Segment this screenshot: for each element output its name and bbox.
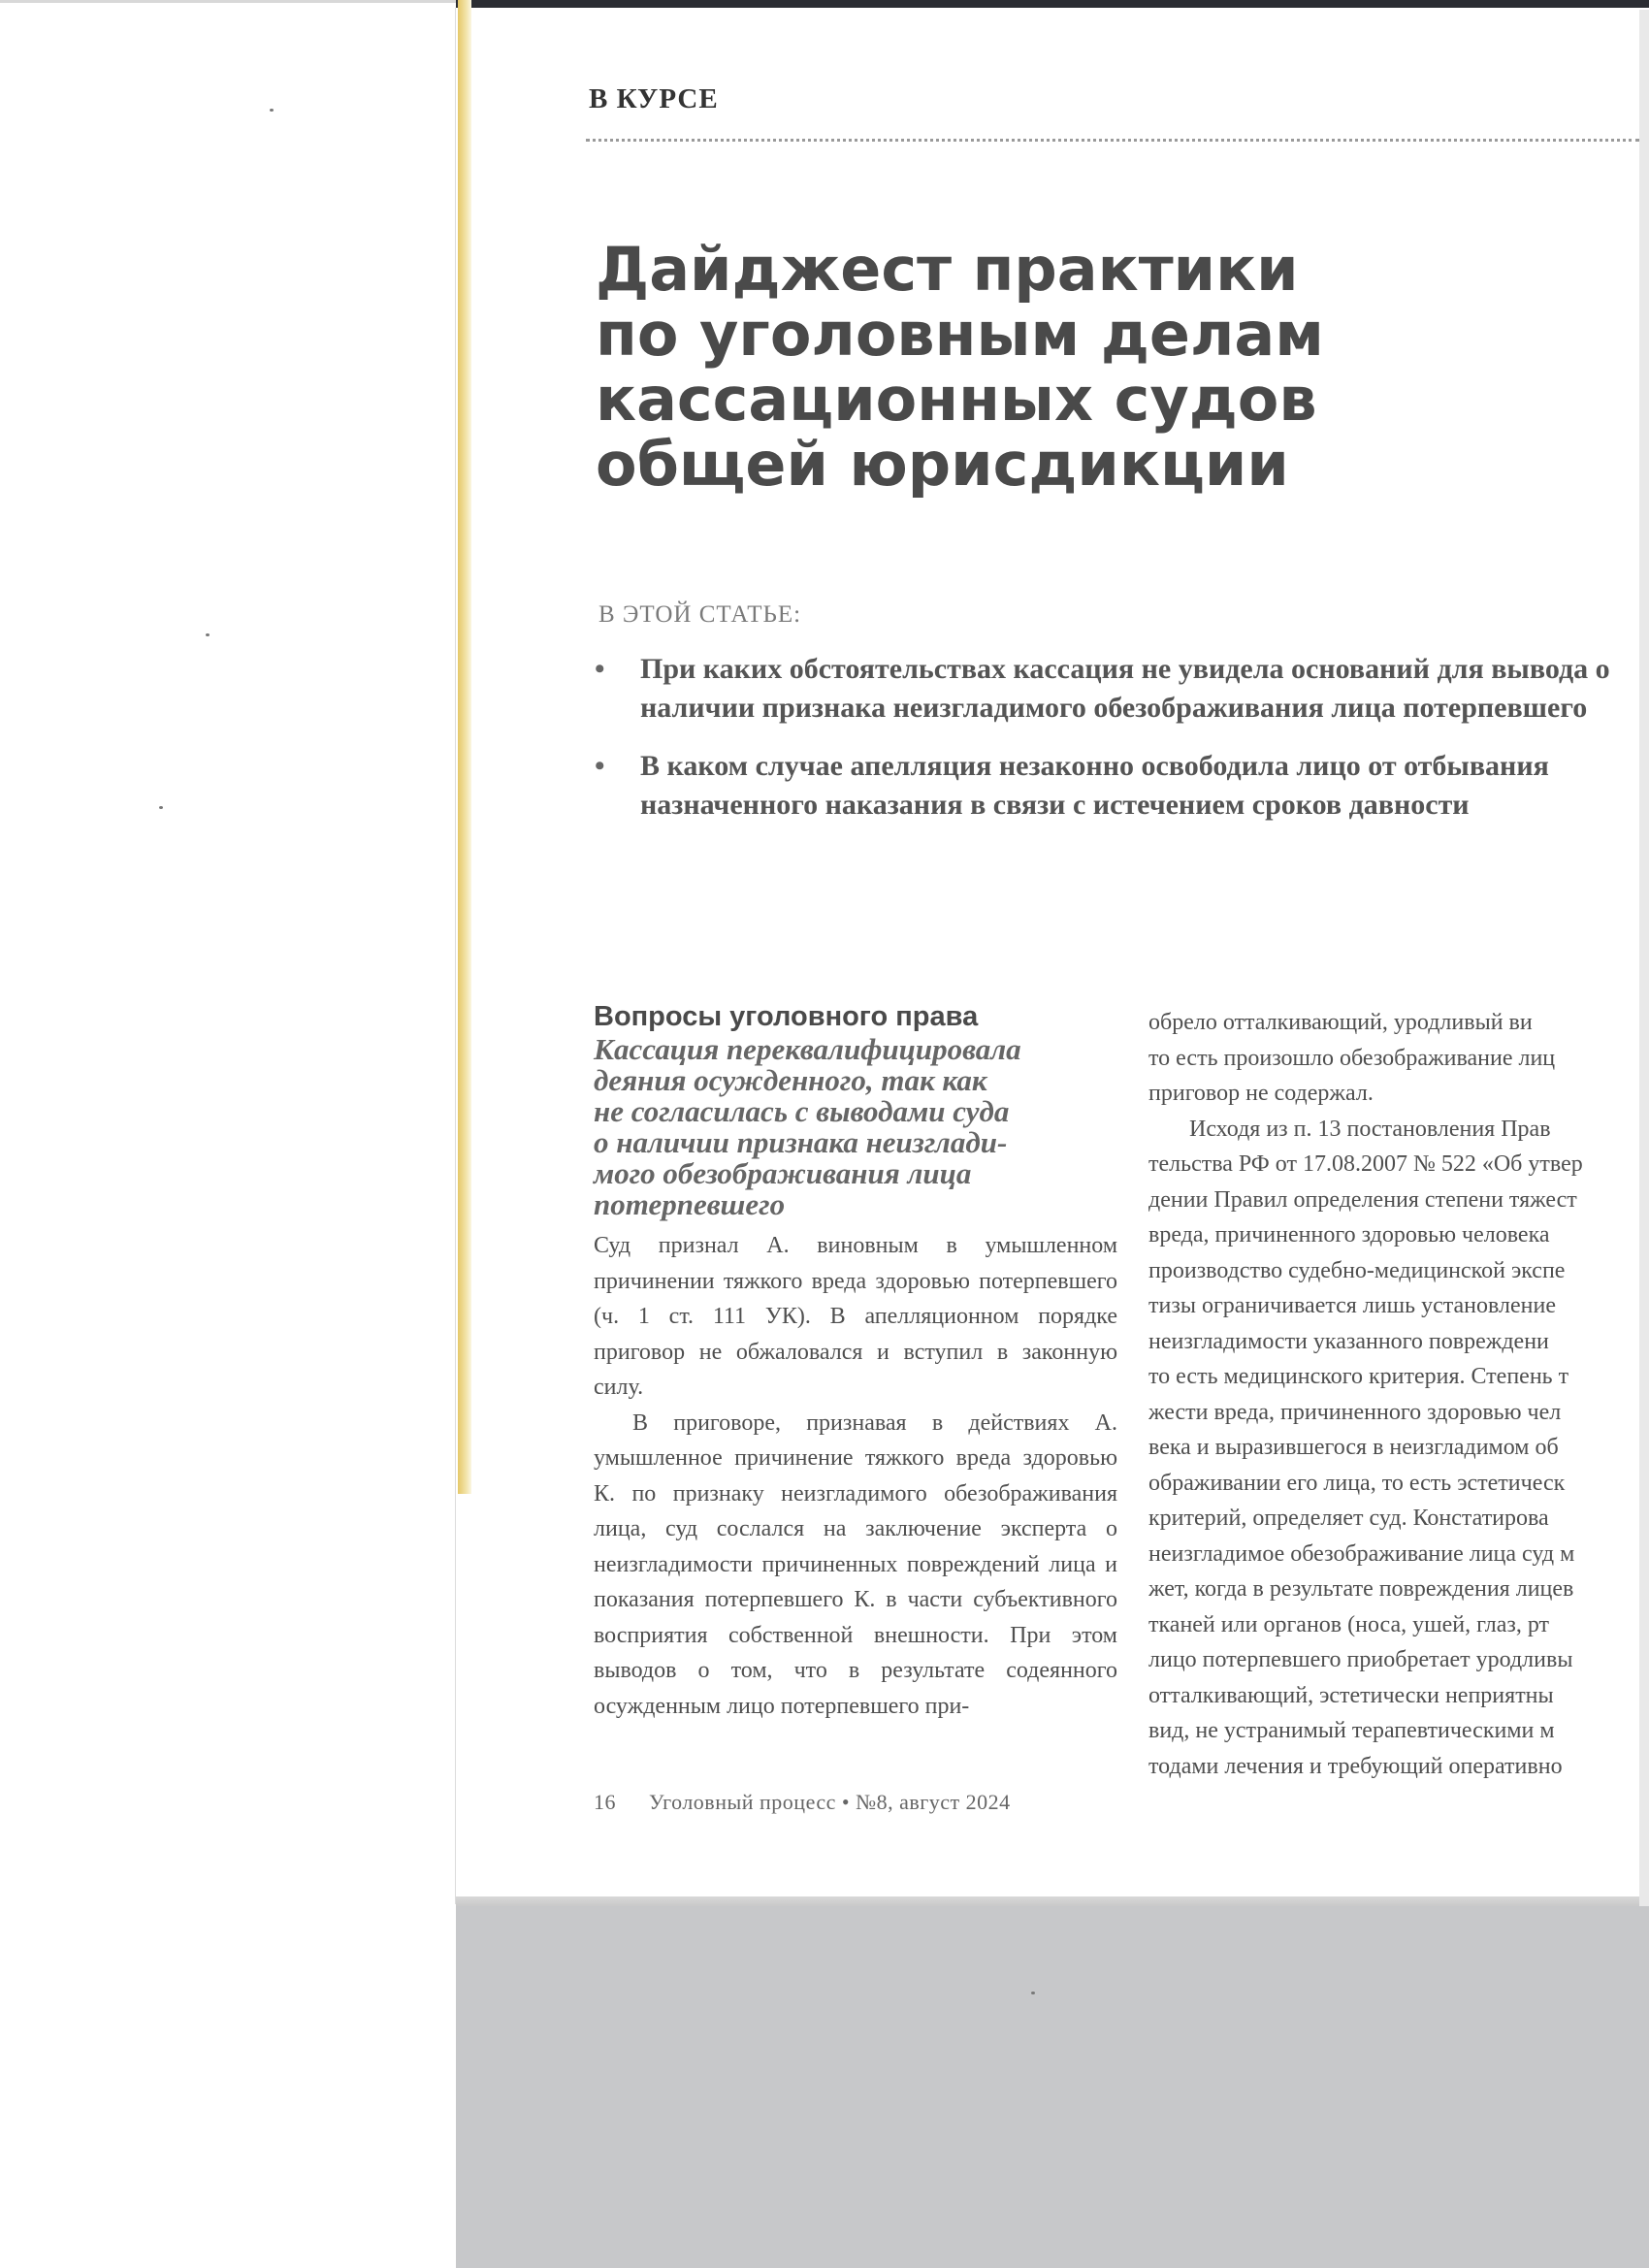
lead-line: не согласилась с выводами суда xyxy=(594,1094,1010,1128)
text-line: производство судебно-медицинской экспе xyxy=(1148,1257,1566,1283)
scanner-background xyxy=(456,1906,1649,2268)
lead-line: потерпевшего xyxy=(594,1187,786,1221)
highlight-text: При каких обстоятельствах кассация не увидела оснований для вывода о наличии признака неизгладимого обезображивания лица потерпевшего xyxy=(640,653,1610,724)
scan-dust xyxy=(206,633,210,636)
text-line: тизы ограничивается лишь установление xyxy=(1148,1293,1556,1318)
text-line: века и выразившегося в неизгладимом об xyxy=(1148,1435,1559,1460)
text-line: тканей или органов (носа, ушей, глаз, рт xyxy=(1148,1611,1550,1637)
subsection-heading: Вопросы уголовного права xyxy=(594,1001,979,1032)
text-line: жести вреда, причиненного здоровью чел xyxy=(1148,1399,1562,1425)
highlight-item xyxy=(587,650,1649,728)
in-article-label: В ЭТОЙ СТАТЬЕ: xyxy=(598,601,802,628)
journal-issue: Уголовный процесс • №8, август 2024 xyxy=(649,1790,1011,1814)
text-line: то есть медицинского критерия. Степень т xyxy=(1148,1364,1569,1389)
page-footer xyxy=(594,1790,1011,1815)
body-paragraph: Суд признал А. виновным в умышленном причинении тяжкого вреда здоровью потерпевшего (ч. 1 ст. 111 УК). В апелляционном порядке приговор не обжаловался и вступил в законную силу. xyxy=(594,1233,1117,1400)
text-line: то есть произошло обезображивание лиц xyxy=(1148,1045,1556,1071)
scan-dust xyxy=(270,109,274,112)
lead-line: о наличии признака неизглади- xyxy=(594,1125,1008,1159)
text-line: ображивании его лица, то есть эстетическ xyxy=(1148,1470,1566,1496)
highlight-item xyxy=(587,747,1649,825)
title-line: Дайджест практики xyxy=(596,234,1299,305)
text-line: вреда, причиненного здоровью человека xyxy=(1148,1222,1550,1247)
highlight-text: В каком случае апелляция незаконно освободила лицо от отбывания назначенного наказания в связи с истечением сроков давности xyxy=(640,750,1549,821)
scan-dust xyxy=(159,806,163,809)
dotted-divider xyxy=(586,139,1639,142)
case-lead xyxy=(594,1034,1117,1220)
scanner-edge-left xyxy=(0,0,456,3)
section-label: В КУРСЕ xyxy=(589,83,719,114)
article-title xyxy=(596,234,1614,500)
text-line: тельства РФ от 17.08.2007 № 522 «Об утвер xyxy=(1148,1151,1583,1177)
page-bottom-edge xyxy=(456,1896,1649,1906)
text-line: вид, не устранимый терапевтическими м xyxy=(1148,1718,1555,1743)
lead-line: Кассация переквалифицировала xyxy=(594,1032,1021,1066)
page-number: 16 xyxy=(594,1790,616,1814)
text-line: жет, когда в результате повреждения лицев xyxy=(1148,1576,1574,1602)
article-highlights xyxy=(587,650,1649,844)
lead-line: мого обезображивания лица xyxy=(594,1156,972,1190)
text-line: неизгладимости указанного повреждени xyxy=(1148,1328,1549,1354)
text-line: обрело отталкивающий, уродливый ви xyxy=(1148,1010,1533,1035)
body-paragraph: В приговоре, признавая в действиях А. умышленное причинение тяжкого вреда здоровью К. по признаку неизгладимого обезображивания лица, суд сослался на заключение эксперта о неизгладимости причиненных повреждений лица и показания потерпевшего К. в части субъективного восприятия собственной внешности. При этом выводов о том, что в результате содеянного осужденным лицо потерпевшего при- xyxy=(594,1409,1117,1719)
text-line: дении Правил определения степени тяжест xyxy=(1148,1186,1577,1213)
text-line: приговор не содержал. xyxy=(1148,1081,1374,1106)
title-line: общей юрисдикции xyxy=(596,429,1289,500)
text-line: лицо потерпевшего приобретает уродливы xyxy=(1148,1647,1573,1672)
title-line: кассационных судов xyxy=(596,364,1317,435)
title-line: по уголовным делам xyxy=(596,299,1324,370)
lead-line: деяния осужденного, так как xyxy=(594,1063,987,1097)
text-line: Исходя из п. 13 постановления Прав xyxy=(1189,1116,1551,1142)
right-column xyxy=(1148,1005,1649,1784)
text-line: неизгладимое обезображивание лица суд м xyxy=(1148,1540,1575,1567)
text-line: критерий, определяет суд. Констатирова xyxy=(1148,1506,1549,1531)
bullet-icon: • xyxy=(595,750,605,782)
bullet-icon: • xyxy=(595,653,605,685)
scan-dust xyxy=(1031,1992,1035,1994)
text-line: тодами лечения и требующий оперативно xyxy=(1148,1753,1563,1779)
page-spine-edge xyxy=(458,0,471,1494)
text-line: отталкивающий, эстетически неприятны xyxy=(1148,1682,1554,1708)
left-column xyxy=(594,999,1117,1724)
